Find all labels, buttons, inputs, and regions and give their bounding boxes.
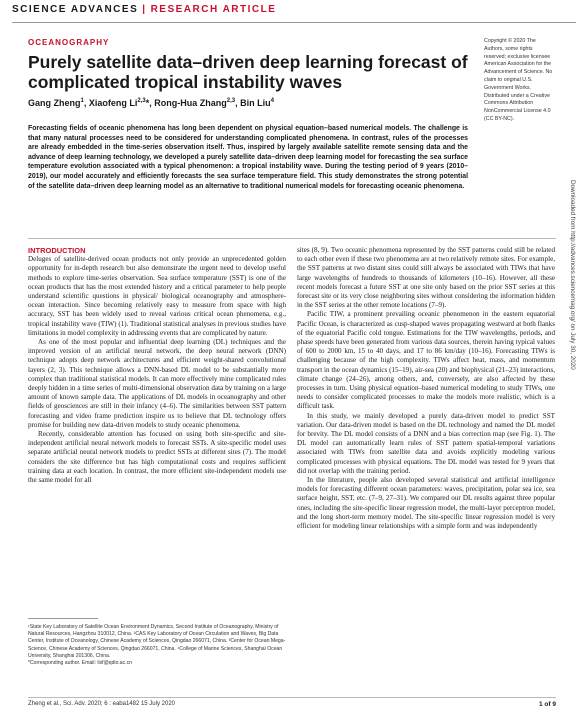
footer-citation: Zheng et al., Sci. Adv. 2020; 6 : eaba1482 15 July 2020 (28, 701, 175, 707)
copyright-notice: Copyright © 2020 The Authors, some rights reserved; exclusive licensee American Association for the Advancement of Science. No claim to original U.S. Government Works. Distributed under a Creative Commons Attribution NonCommercial License 4.0 (CC BY-NC). (484, 38, 553, 122)
author-affiliation: 4 (270, 98, 274, 104)
body-paragraph: As one of the most popular and influential deep learning (DL) techniques and the improved version of an artificial neural network, the deep neural network (DNN) technique adopts deep network architectures and efficient weight-shared convolutional layers (2, 3). This technique allows a DNN-based DL model to be substantially more complex than traditional statistical models. It can more effectively mine complicated rules deeply hidden in a time series of multi-dimensional observation data by training on a large amount of known sample data. The applications of DL models in oceanography and other fields of geosciences are still in their infancy (4–6). The similarities between SST pattern forecasting and video frame prediction inspire us to believe that DL technology offers promise for building new data-driven models to study oceanic phenomena. (28, 338, 286, 429)
left-column (28, 246, 286, 485)
author-name[interactable]: Xiaofeng Li (88, 98, 138, 108)
article-type: RESEARCH ARTICLE (150, 4, 277, 15)
body-paragraph: Deluges of satellite-derived ocean products not only provide an unprecedented golden opportunity for in-depth research but also demonstrate the urgent need to develop useful methods to explore time-series observation. Sea surface temperature (SST) is one of the ocean products that has the most extended history and a critical parameter to help people understand scientific questions in physical/ biological oceanography and atmosphere-ocean interaction. Since becoming relatively easy to measure from space with high accuracy, SST has been widely used to reveal various critical ocean phenomena, e.g., tropical instability wave (TIW) (1). Traditional statistical analyses in previous studies have limitations in model complexity in addressing events that are complicated by nature. (28, 255, 286, 337)
author-affiliation: 1 (80, 98, 84, 104)
author-name[interactable]: Bin Liu (240, 98, 271, 108)
footnote-divider (28, 618, 98, 619)
article-title: Purely satellite data–driven deep learning forecast of complicated tropical instability waves (28, 52, 468, 92)
header-separator: | (142, 4, 147, 15)
author-name[interactable]: Gang Zheng (28, 98, 81, 108)
page-number: 1 of 9 (539, 701, 556, 708)
author-list (28, 98, 468, 108)
author-name[interactable]: Rong-Hua Zhang (154, 98, 227, 108)
download-note-text[interactable]: Downloaded from http://advances.sciencemag.org/ on July 30, 2020 (569, 180, 576, 370)
author-affiliation: 2,3 (137, 98, 146, 104)
section-tag: OCEANOGRAPHY (28, 38, 110, 47)
abstract-divider (28, 238, 556, 239)
download-watermark (566, 180, 576, 600)
corresponding-author[interactable]: *Corresponding author. Email: lixf@qdio.ac.cn (28, 660, 132, 667)
body-paragraph: Recently, considerable attention has focused on using both site-specific and site-independent artificial neural network models to forecast SSTs. A site-specific model uses separate artificial neural network models to predict SSTs at different sites (7). The model considers the site difference but has high computational costs and requires sufficient training data at each location. In contrast, the more efficient site-independent models use the same model for all (28, 430, 286, 485)
body-paragraph: Pacific TIW, a prominent prevailing oceanic phenomenon in the eastern equatorial Pacific Ocean, is characterized as cusp-shaped waves propagating westward at both flanks of the equatorial Pacific cold tongue. Estimations for the TIW wavelengths, periods, and phase speeds have been generated from various data sources, therein having typical values of 600 to 2000 km, 15 to 40 days, and 17 to 86 km/day (10–16). Forecasting TIWs is challenging because of the high complexity. TIWs affect heat, mass, and momentum transport in the ocean dynamics (15–19), air-sea (20) and biophysical (21–23) interactions, climate change (24–26), among others, and, conversely, are also affected by these processes in turn. Using physical equation–based numerical modeling to study TIWs, one needs to consider complicated processes to make the models more realistic, which is a difficult task. (297, 310, 555, 411)
journal-header (12, 4, 276, 24)
body-paragraph: In this study, we mainly developed a purely data-driven model to predict SST variation. Our data-driven model is based on the DL technology and named the DL model for brevity. The DL model consists of a DNN and a bias correction map (see Fig. 1). The DL model can automatically learn rules of SST pattern spatial-temporal variations associated with TIWs from satellite data and avoids explicitly modeling various complicated processes with physical equations. The DL model was tested for 9 years that did not overlap with the training period. (297, 411, 555, 475)
right-column (297, 246, 555, 531)
section-heading: INTRODUCTION (28, 246, 86, 255)
footer-divider (28, 697, 556, 698)
author-separator: *, (145, 98, 155, 108)
body-paragraph: sites (8, 9). Two oceanic phenomena represented by the SST patterns could still be related to each other even if these two phenomena are at two relatively remote sites. For example, the SST patterns at two distant sites could still always be associated with TIWs that have large wavelengths of hundreds to thousands of kilometers (10–16). However, all these recent models forecast a future SST at one site only based on the prior SST series at this forecast site or its very close neighboring sites without considering the information hidden in the SST series at the other remote locations (7–9). (297, 246, 555, 310)
footnotes (28, 624, 286, 667)
abstract: Forecasting fields of oceanic phenomena has long been dependent on physical equation–based numerical models. The challenge is that many natural processes need to be considered for understanding complicated phenomena. In contrast, rules of the processes are already embedded in the time-series observation itself. Thus, inspired by largely available satellite remote sensing data and the advance of deep learning technology, we developed a purely satellite data–driven deep learning model for forecasting the sea surface temperature evolution associated with a typical phenomenon: a tropical instability wave. During the testing period of 9 years (2010–2019), our model accurately and efficiently forecasts the sea surface temperature field. This study demonstrates the strong potential of the satellite data–driven deep learning model as an alternative to traditional numerical models for forecasting oceanic phenomena. (28, 125, 468, 190)
body-paragraph: In the literature, people also developed several statistical and artificial intelligence models for forecasting different ocean parameters: waves, precipitation, polar sea ice, sea surface height, SST, etc. (7–9, 27–31). We compared our DL results against three popular ones, including the site-specific linear regression model, the multi-layer perceptron model, and the long short-term memory model. The site-specific linear regression model is very efficient for modeling linear relationships with a simple form and was independently (297, 476, 555, 531)
header-divider (12, 22, 576, 23)
affiliations: ¹State Key Laboratory of Satellite Ocean Environment Dynamics, Second Institute of Oceanography, Ministry of Natural Resources, Hangzhou 310012, China. ²CAS Key Laboratory of Ocean Circulation and Waves, Big Data Center, Institute of Oceanology, Chinese Academy of Sciences, Qingdao 266071, China. ³Center for Ocean Mega-Science, Chinese Academy of Sciences, Qingdao 266071, China. ⁴College of Marine Sciences, Shanghai Ocean University, Shanghai 201306, China. (28, 624, 286, 659)
author-separator: , (235, 98, 241, 108)
author-separator: , (83, 98, 89, 108)
journal-name: SCIENCE ADVANCES (12, 4, 139, 15)
author-affiliation: 2,3 (226, 98, 236, 104)
